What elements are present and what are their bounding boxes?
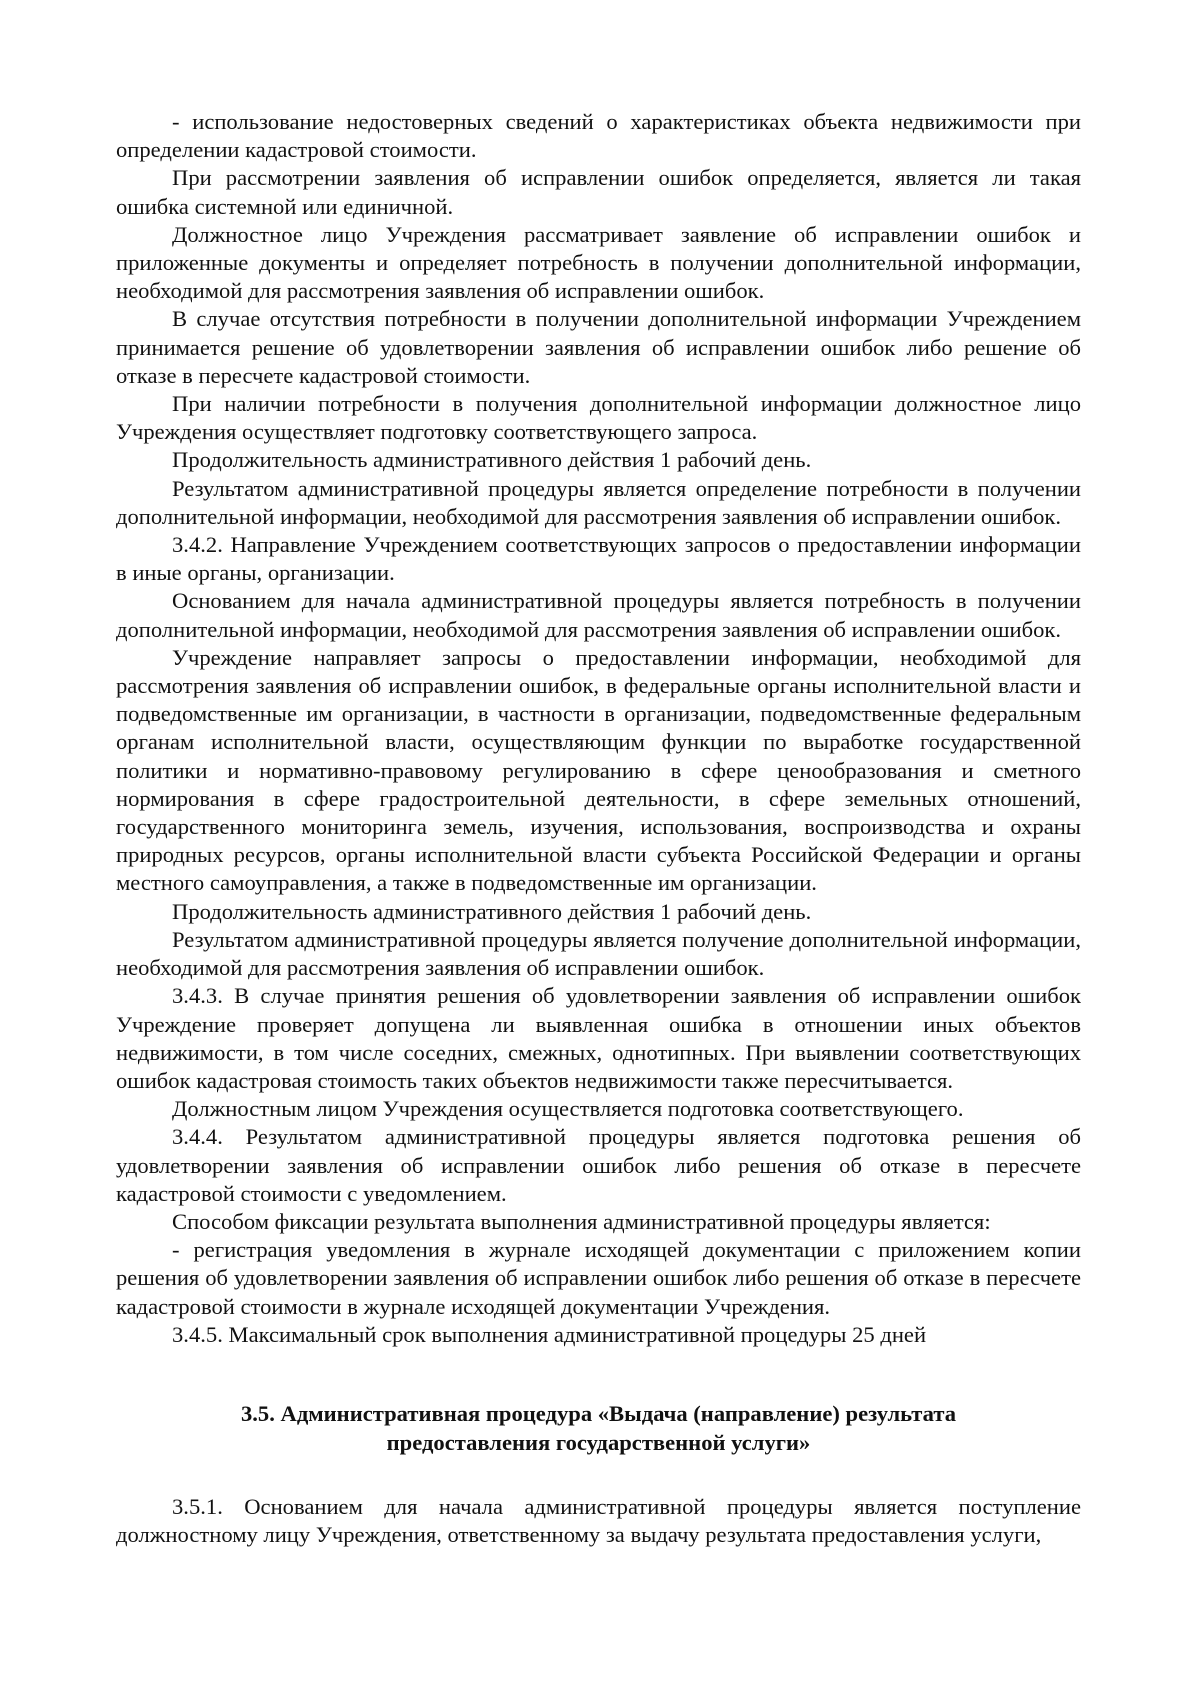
document-page	[116, 108, 1081, 1549]
paragraph-result-1: Результатом административной процедуры является определение потребности в получении дополнительной информации, необходимой для рассмотрения заявления об исправлении ошибок.	[116, 475, 1081, 529]
paragraph-basis-1: Основанием для начала административной процедуры является потребность в получении дополнительной информации, необходимой для рассмотрения заявления об исправлении ошибок.	[116, 588, 1081, 642]
paragraph-no-info-needed: В случае отсутствия потребности в получении дополнительной информации Учреждением принимается решение об удовлетворении заявления об исправлении ошибок либо решение об отказе в пересчете кадастровой стоимости.	[116, 306, 1081, 388]
paragraph-preparation: Должностным лицом Учреждения осуществляется подготовка соответствующего.	[172, 1096, 964, 1122]
paragraph-requests-sent: Учреждение направляет запросы о предоставлении информации, необходимой для рассмотрения заявления об исправлении ошибок, в федеральные органы исполнительной власти и подведомственные им организации, в частности в организации, подведомственные федеральным органам исполнительной власти, осуществляющим функции по выработке государственной политики и нормативно-правовому регулированию в сфере ценообразования и сметного нормирования в сфере градостроительной деятельности, в сфере земельных отношений, государственного мониторинга земель, изучения, использования, воспроизводства и охраны природных ресурсов, органы исполнительной власти субъекта Российской Федерации и органы местного самоуправления, а также в подведомственные им организации.	[116, 644, 1081, 896]
paragraph-info-request: При наличии потребности в получения дополнительной информации должностное лицо Учреждения осуществляет подготовку соответствующего запроса.	[116, 391, 1081, 445]
paragraph-3-4-5: 3.4.5. Максимальный срок выполнения административной процедуры 25 дней	[172, 1321, 927, 1347]
paragraph-official-review: Должностное лицо Учреждения рассматривает заявление об исправлении ошибок и приложенные документы и определяет потребность в получении дополнительной информации, необходимой для рассмотрения заявления об исправлении ошибок.	[116, 221, 1081, 304]
paragraph-result-2: Результатом административной процедуры является получение дополнительной информации, необходимой для рассмотрения заявления об исправлении ошибок.	[116, 926, 1081, 981]
paragraph-fixation-method: Способом фиксации результата выполнения административной процедуры является:	[172, 1208, 991, 1234]
section-heading-line-2: предоставления государственной услуги»	[386, 1429, 811, 1455]
paragraph-3-5-1: 3.5.1. Основанием для начала административной процедуры является поступление должностному лицу Учреждения, ответственному за выдачу результата предоставления услуги,	[116, 1493, 1081, 1548]
section-heading-3-5	[116, 1399, 1081, 1457]
paragraph-unreliable-info: - использование недостоверных сведений о характеристиках объекта недвижимости при определении кадастровой стоимости.	[116, 109, 1081, 163]
paragraph-3-4-3: 3.4.3. В случае принятия решения об удовлетворении заявления об исправлении ошибок Учреждение проверяет допущена ли выявленная ошибка в отношении иных объектов недвижимости, в том числе соседних, смежных, однотипных. При выявлении соответствующих ошибок кадастровая стоимость таких объектов недвижимости также пересчитывается.	[116, 983, 1081, 1093]
paragraph-duration-1: Продолжительность административного действия 1 рабочий день.	[172, 447, 812, 473]
paragraph-3-4-4: 3.4.4. Результатом административной процедуры является подготовка решения об удовлетворении заявления об исправлении ошибок либо решения об отказе в пересчете кадастровой стоимости с уведомлением.	[116, 1124, 1081, 1206]
paragraph-registration: - регистрация уведомления в журнале исходящей документации с приложением копии решения об удовлетворении заявления об исправлении ошибок либо решения об отказе в пересчете кадастровой стоимости в журнале исходящей документации Учреждения.	[116, 1237, 1081, 1319]
paragraph-error-type: При рассмотрении заявления об исправлении ошибок определяется, является ли такая ошибка системной или единичной.	[116, 165, 1081, 219]
paragraph-duration-2: Продолжительность административного действия 1 рабочий день.	[172, 898, 812, 924]
section-heading-line-1: 3.5. Административная процедура «Выдача (направление) результата	[240, 1400, 956, 1426]
paragraph-3-4-2: 3.4.2. Направление Учреждением соответствующих запросов о предоставлении информации в иные органы, организации.	[116, 532, 1081, 586]
